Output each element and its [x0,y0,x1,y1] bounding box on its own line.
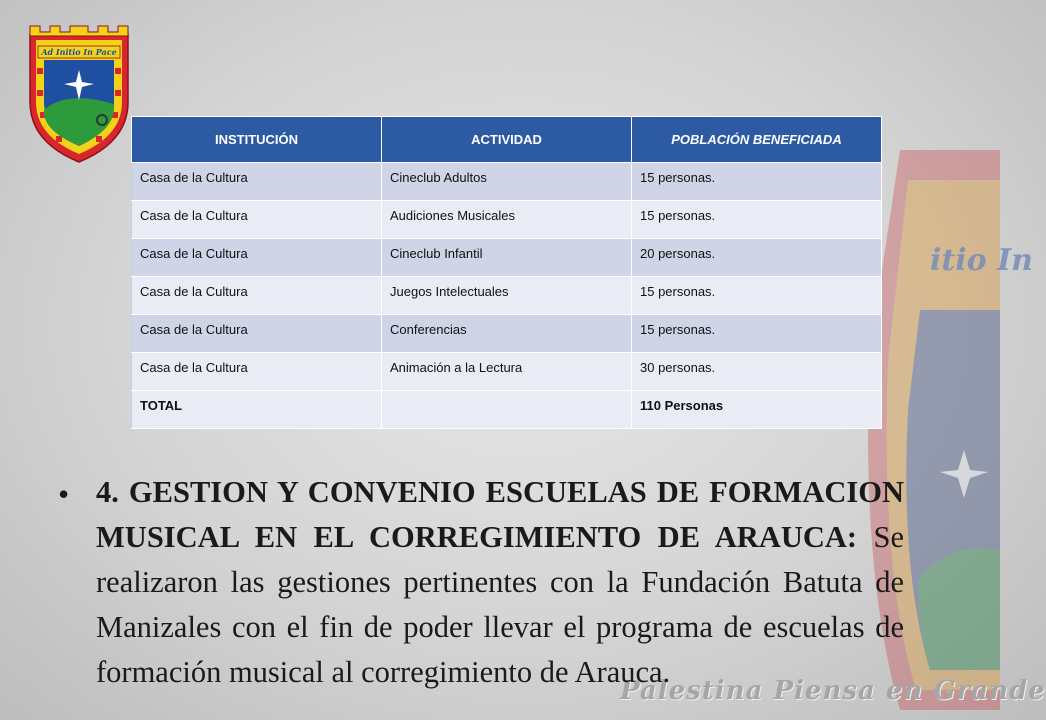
activities-table-container [131,116,881,429]
total-empty-cell [382,391,632,429]
table-row [132,163,882,201]
cell-actividad: Conferencias [382,315,632,353]
table-row [132,201,882,239]
cell-institucion: Casa de la Cultura [132,163,382,201]
cell-institucion: Casa de la Cultura [132,201,382,239]
cell-poblacion: 20 personas. [632,239,882,277]
cell-poblacion: 15 personas. [632,277,882,315]
bullet-heading: 4. GESTION Y CONVENIO ESCUELAS DE FORMACION MUSICAL EN EL CORREGIMIENTO DE ARAUCA: [96,475,904,554]
table-header-row [132,117,882,163]
cell-institucion: Casa de la Cultura [132,315,382,353]
table-row [132,353,882,391]
cell-institucion: Casa de la Cultura [132,239,382,277]
header-poblacion: POBLACIÓN BENEFICIADA [632,117,882,163]
header-institucion: INSTITUCIÓN [132,117,382,163]
cell-actividad: Juegos Intelectuales [382,277,632,315]
table-row [132,277,882,315]
watermark-motto: itio In [930,243,1033,278]
bullet-item [58,470,908,720]
cell-institucion: Casa de la Cultura [132,277,382,315]
logo-motto: Ad Initio In Pace [41,47,117,57]
cell-actividad: Cineclub Adultos [382,163,632,201]
municipal-shield-logo [26,24,132,164]
cell-poblacion: 15 personas. [632,315,882,353]
header-actividad: ACTIVIDAD [382,117,632,163]
cell-actividad: Cineclub Infantil [382,239,632,277]
total-value: 110 Personas [632,391,882,429]
cell-actividad: Audiciones Musicales [382,201,632,239]
cell-poblacion: 30 personas. [632,353,882,391]
table-total-row [132,391,882,429]
bullet-symbol: • [58,476,70,512]
bullet-body: Se realizaron las gestiones pertinentes con la Fundación Batuta de Manizales con el fin de poder llevar el programa de escuelas de formación musical al corregimiento de Arauca. [96,520,905,689]
watermark-slogan: Palestina Piensa en Grande [620,676,1046,706]
total-label: TOTAL [132,391,382,429]
activities-table [131,116,882,429]
bullet-paragraph [96,470,904,695]
cell-poblacion: 15 personas. [632,201,882,239]
table-row [132,315,882,353]
cell-poblacion: 15 personas. [632,163,882,201]
cell-institucion: Casa de la Cultura [132,353,382,391]
cell-actividad: Animación a la Lectura [382,353,632,391]
table-row [132,239,882,277]
